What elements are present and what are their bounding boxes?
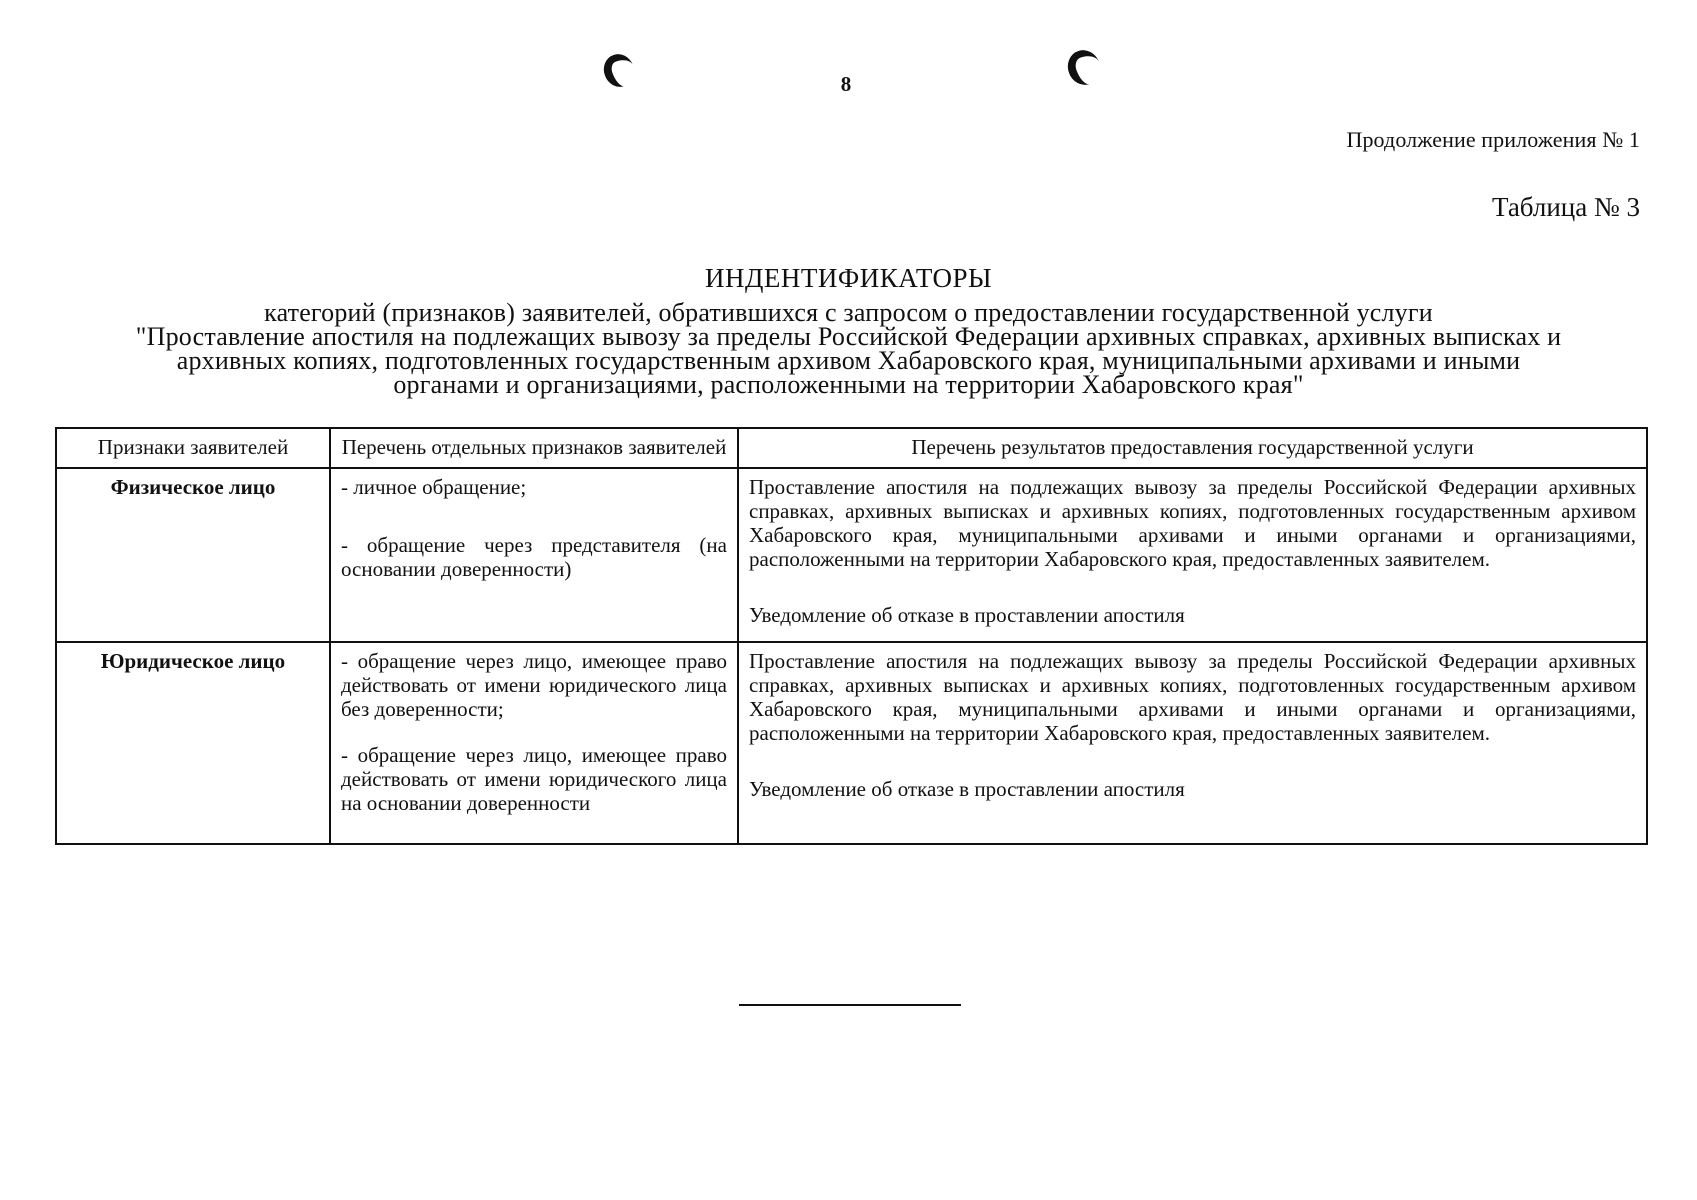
result-item: Уведомление об отказе в проставлении апостиля bbox=[749, 777, 1185, 801]
category-label: Физическое лицо bbox=[110, 475, 276, 499]
feature-item: - обращение через лицо, имеющее право действовать от имени юридического лица без доверенности; bbox=[341, 649, 727, 721]
category-label: Юридическое лицо bbox=[100, 649, 286, 673]
row-results bbox=[738, 468, 1647, 642]
end-divider bbox=[739, 1004, 961, 1006]
document-subtitle: категорий (признаков) заявителей, обратившихся с запросом о предоставлении государственной услуги "Проставление апостиля на подлежащих вывозу за пределы Российской Федерации архивных справках, архивных выписках и архивных копиях, подготовленных государственным архивом Хабаровского края, муниципальными архивами и иными органами и организациями, расположенными на территории Хабаровского края" bbox=[135, 298, 1562, 399]
table-row bbox=[56, 642, 1647, 844]
document-title: ИНДЕНТИФИКАТОРЫ bbox=[704, 263, 993, 293]
table-header-row bbox=[56, 428, 1647, 468]
header-applicant-category: Признаки заявителей bbox=[56, 428, 330, 468]
header-applicant-features: Перечень отдельных признаков заявителей bbox=[330, 428, 738, 468]
result-item: Уведомление об отказе в проставлении апостиля bbox=[749, 603, 1185, 627]
row-features bbox=[330, 468, 738, 642]
hole-punch-mark-left bbox=[599, 50, 638, 91]
row-category bbox=[56, 468, 330, 642]
feature-item: - обращение через представителя (на основании доверенности) bbox=[341, 533, 727, 581]
row-category bbox=[56, 642, 330, 844]
appendix-label: Продолжение приложения № 1 bbox=[1346, 127, 1640, 152]
feature-item: - личное обращение; bbox=[341, 475, 527, 499]
row-features bbox=[330, 642, 738, 844]
row-results bbox=[738, 642, 1647, 844]
result-item: Проставление апостиля на подлежащих вывозу за пределы Российской Федерации архивных справках, архивных выписках и архивных копиях, подготовленных государственным архивом Хабаровского края, муниципальными архивами и иными органами и организациями, расположенными на территории Хабаровского края, предоставленных заявителем. bbox=[749, 475, 1636, 571]
hole-punch-mark-right bbox=[1063, 46, 1105, 90]
header-service-results: Перечень результатов предоставления государственной услуги bbox=[738, 428, 1647, 468]
table-row bbox=[56, 468, 1647, 642]
identifiers-table bbox=[55, 427, 1648, 845]
page-number: 8 bbox=[840, 72, 852, 96]
table-label: Таблица № 3 bbox=[1492, 192, 1640, 222]
feature-item: - обращение через лицо, имеющее право действовать от имени юридического лица на основании доверенности bbox=[341, 743, 727, 815]
result-item: Проставление апостиля на подлежащих вывозу за пределы Российской Федерации архивных справках, архивных выписках и архивных копиях, подготовленных государственным архивом Хабаровского края, муниципальными архивами и иными органами и организациями, расположенными на территории Хабаровского края, предоставленных заявителем. bbox=[749, 649, 1636, 745]
